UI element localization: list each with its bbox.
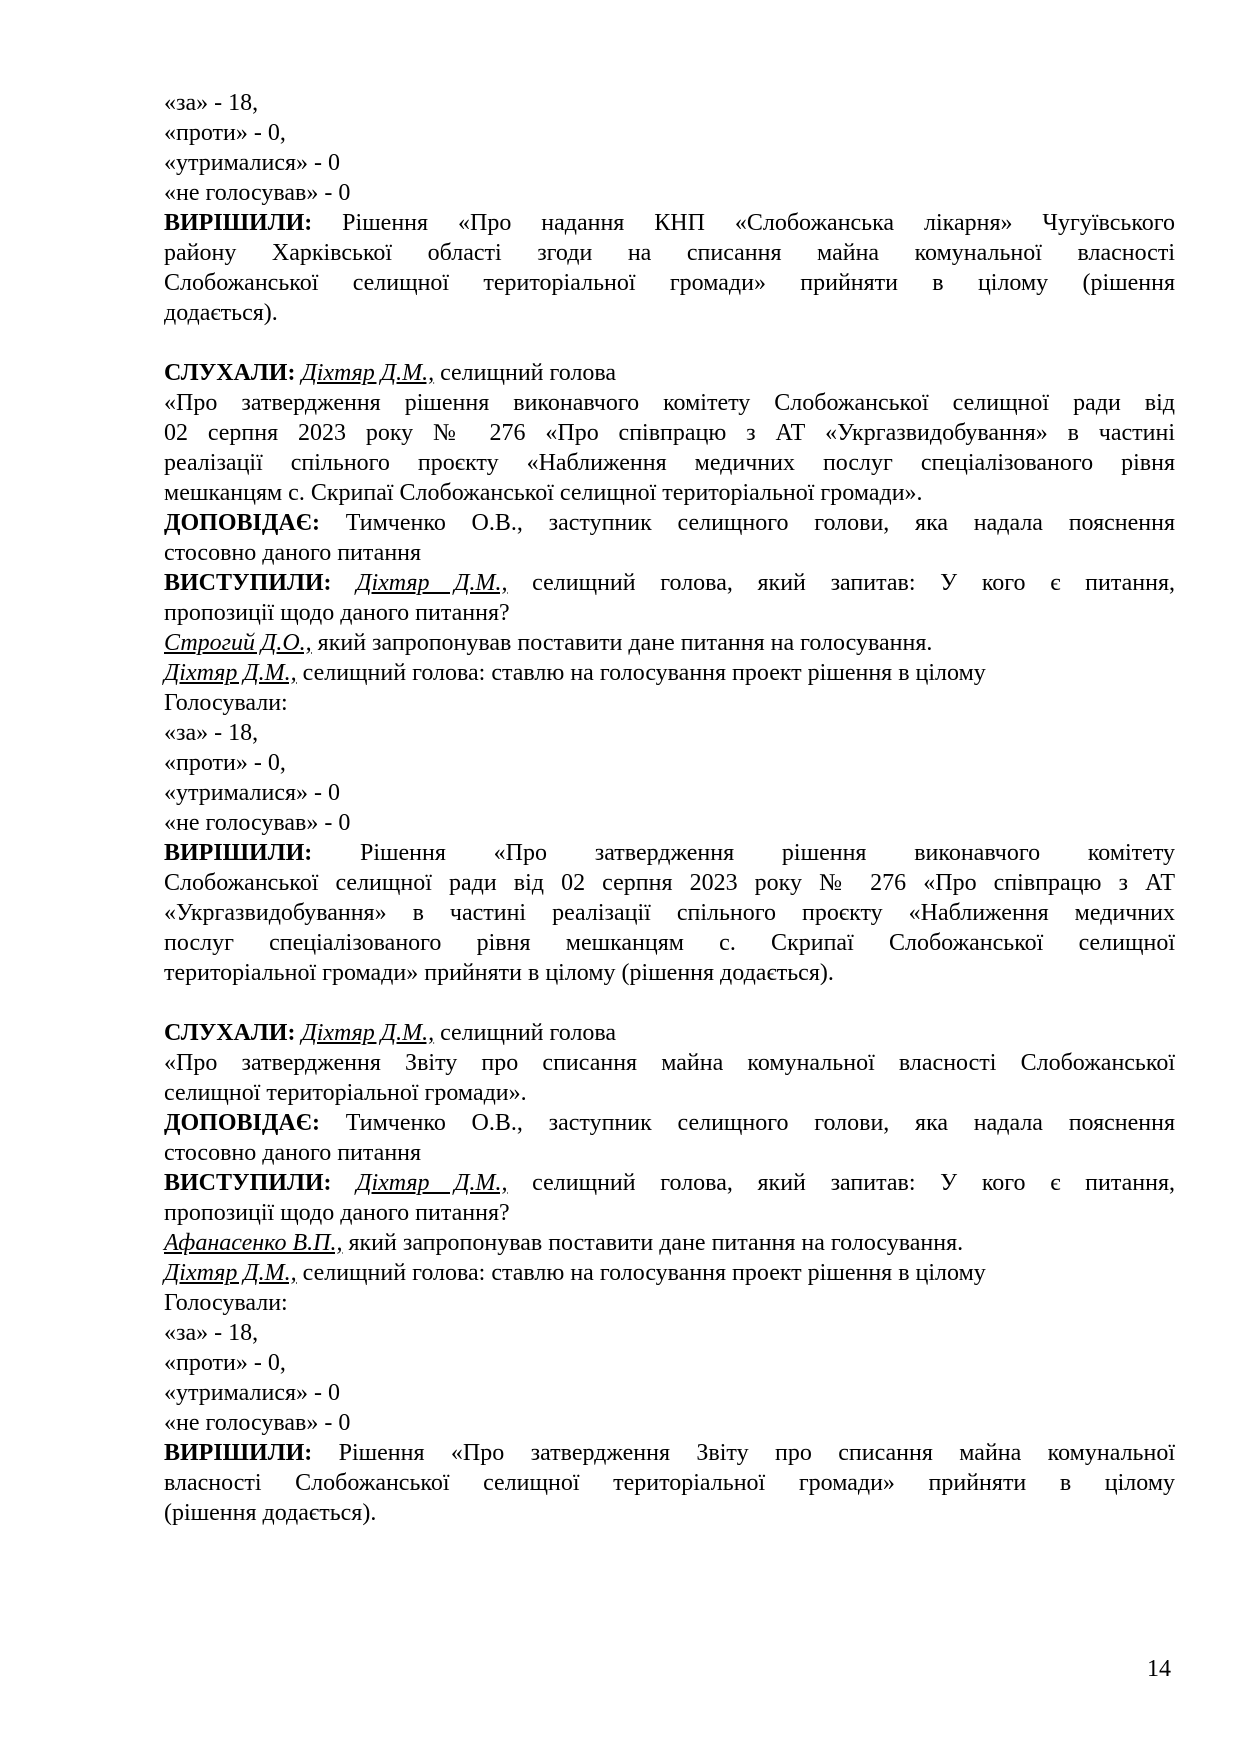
vote-abstain: «утрималися» - 0 — [164, 780, 341, 806]
decision-text: Рішення «Про затвердження Звіту про списання майна комунальної — [312, 1440, 1175, 1466]
spoke-label: ВИСТУПИЛИ: — [164, 1170, 332, 1196]
topic-line: реалізації спільного проєкту «Наближення медичних послуг спеціалізованого рівня — [164, 450, 1175, 476]
vote-none: «не голосував» - 0 — [164, 810, 351, 836]
spoke-label: ВИСТУПИЛИ: — [164, 570, 332, 596]
topic-line: «Про затвердження Звіту про списання майна комунальної власності Слобожанської — [164, 1050, 1175, 1076]
spoke-line — [164, 568, 1175, 598]
decision-line: територіальної громади» прийняти в цілому (рішення додається). — [164, 960, 834, 986]
paragraph-gap — [164, 988, 1175, 1018]
report-label: ДОПОВІДАЄ: — [164, 510, 320, 536]
decided-label: ВИРІШИЛИ: — [164, 210, 313, 236]
heard-line — [164, 358, 1175, 388]
vote-against: «проти» - 0, — [164, 1350, 286, 1376]
decision-line: (рішення додається). — [164, 1500, 377, 1526]
decision-text: Рішення «Про затвердження рішення виконавчого комітету — [312, 840, 1175, 866]
spoke-line: пропозиції щодо даного питання? — [164, 600, 510, 626]
proposer-line — [164, 628, 1175, 658]
report-text: Тимченко О.В., заступник селищного голови, яка надала пояснення — [319, 1110, 1175, 1136]
proposer-text: який запропонував поставити дане питання на голосування. — [342, 1230, 964, 1256]
speaker-role: селищний голова — [434, 360, 617, 386]
speaker-name: Діхтяр Д.М., — [356, 1170, 508, 1196]
spoke-text: селищний голова, який запитав: У кого є питання, — [507, 570, 1176, 596]
heard-line — [164, 1018, 1175, 1048]
vote-abstain: «утрималися» - 0 — [164, 1380, 341, 1406]
vote-for: «за» - 18, — [164, 1320, 259, 1346]
decision-line: послуг спеціалізованого рівня мешканцям с. Скрипаї Слобожанської селищної — [164, 930, 1175, 956]
chair-name: Діхтяр Д.М., — [164, 1260, 297, 1286]
report-text: Тимченко О.В., заступник селищного голови, яка надала пояснення — [319, 510, 1175, 536]
speaker-role: селищний голова — [434, 1020, 617, 1046]
vote-against: «проти» - 0, — [164, 120, 286, 146]
heard-label: СЛУХАЛИ: — [164, 1020, 296, 1046]
proposer-text: який запропонував поставити дане питання на голосування. — [311, 630, 933, 656]
chair-text: селищний голова: ставлю на голосування проект рішення в цілому — [296, 1260, 986, 1286]
decision-line — [164, 1438, 1175, 1468]
report-line: стосовно даного питання — [164, 1140, 422, 1166]
vote-for: «за» - 18, — [164, 720, 259, 746]
proposer-name: Афанасенко В.П., — [164, 1230, 343, 1256]
topic-line: селищної територіальної громади». — [164, 1080, 527, 1106]
topic-line: «Про затвердження рішення виконавчого комітету Слобожанської селищної ради від — [164, 390, 1175, 416]
decision-line — [164, 208, 1175, 238]
topic-line: 02 серпня 2023 року № 276 «Про співпрацю з АТ «Укргазвидобування» в частині — [164, 420, 1175, 446]
report-line — [164, 508, 1175, 538]
decision-text: Рішення «Про надання КНП «Слобожанська лікарня» Чугуївського — [312, 210, 1175, 236]
decision-line: Слобожанської селищної ради від 02 серпня 2023 року № 276 «Про співпрацю з АТ — [164, 870, 1175, 896]
vote-abstain: «утрималися» - 0 — [164, 150, 341, 176]
spoke-line — [164, 1168, 1175, 1198]
speaker-name: Діхтяр Д.М., — [301, 1020, 435, 1046]
decided-label: ВИРІШИЛИ: — [164, 1440, 313, 1466]
vote-none: «не голосував» - 0 — [164, 1410, 351, 1436]
chair-text: селищний голова: ставлю на голосування проект рішення в цілому — [296, 660, 986, 686]
chair-line — [164, 658, 1175, 688]
voted-label: Голосували: — [164, 690, 288, 716]
topic-line: мешканцям с. Скрипаї Слобожанської селищної територіальної громади». — [164, 480, 923, 506]
decision-line: власності Слобожанської селищної територіальної громади» прийняти в цілому — [164, 1470, 1175, 1496]
decision-line: району Харківської області згоди на списання майна комунальної власності — [164, 240, 1175, 266]
paragraph-gap — [164, 328, 1175, 358]
speaker-name: Діхтяр Д.М., — [356, 570, 508, 596]
report-label: ДОПОВІДАЄ: — [164, 1110, 320, 1136]
decision-line: додається). — [164, 300, 278, 326]
speaker-name: Діхтяр Д.М., — [301, 360, 435, 386]
voted-label: Голосували: — [164, 1290, 288, 1316]
heard-label: СЛУХАЛИ: — [164, 360, 296, 386]
decision-line — [164, 838, 1175, 868]
vote-against: «проти» - 0, — [164, 750, 286, 776]
decided-label: ВИРІШИЛИ: — [164, 840, 313, 866]
vote-for: «за» - 18, — [164, 90, 259, 116]
report-line: стосовно даного питання — [164, 540, 422, 566]
chair-name: Діхтяр Д.М., — [164, 660, 297, 686]
spoke-text: селищний голова, який запитав: У кого є питання, — [507, 1170, 1176, 1196]
vote-none: «не голосував» - 0 — [164, 180, 351, 206]
chair-line — [164, 1258, 1175, 1288]
proposer-line — [164, 1228, 1175, 1258]
decision-line: Слобожанської селищної територіальної громади» прийняти в цілому (рішення — [164, 270, 1175, 296]
report-line — [164, 1108, 1175, 1138]
spoke-line: пропозиції щодо даного питання? — [164, 1200, 510, 1226]
document-page — [164, 88, 1175, 1528]
decision-line: «Укргазвидобування» в частині реалізації спільного проєкту «Наближення медичних — [164, 900, 1175, 926]
proposer-name: Строгий Д.О., — [164, 630, 312, 656]
page-number: 14 — [1147, 1656, 1171, 1682]
